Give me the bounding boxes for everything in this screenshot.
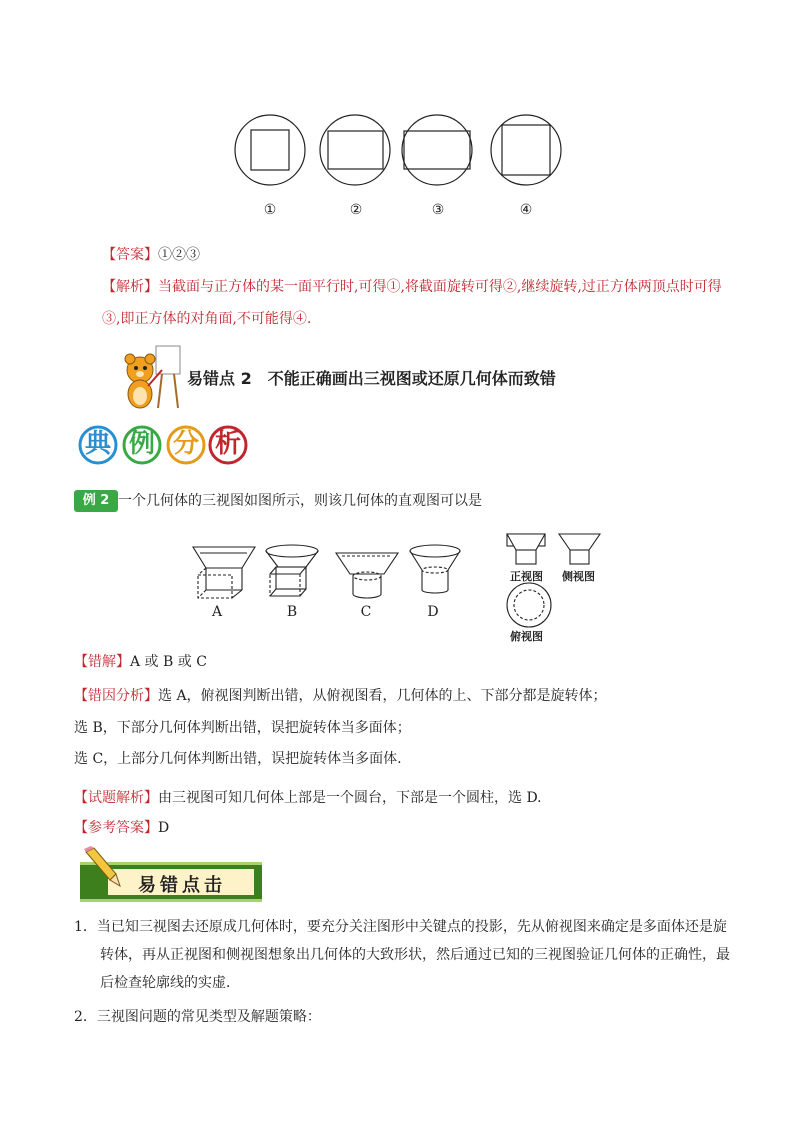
front-view-drawing <box>507 534 545 564</box>
front-view-label: 正视图 <box>510 570 543 583</box>
tip-1-text1: 当已知三视图去还原成几何体时，要充分关注图形中关键点的投影，先从俯视图来确定是多面体还是旋 <box>96 919 727 935</box>
reference-tag: 【参考答案】 <box>74 820 158 836</box>
banner-char-4: 析 <box>214 429 241 459</box>
top-view-drawing <box>507 583 551 627</box>
option-d-solid <box>410 545 460 593</box>
tip-1-number: 1． <box>74 919 97 935</box>
reference-text: D <box>158 820 170 836</box>
option-label-c: C <box>360 604 372 620</box>
solution-tag: 【试题解析】 <box>74 790 158 806</box>
wrong-text: A 或 B 或 C <box>130 654 207 670</box>
wrong-tag: 【错解】 <box>74 654 130 670</box>
analysis-1-cont: ③,即正方体的对角面,不可能得④. <box>102 311 312 327</box>
side-view-label: 侧视图 <box>562 570 595 583</box>
wrong-analysis-line3: 选 C，上部分几何体判断出错，误把旋转体当多面体. <box>74 751 402 767</box>
tip-1-line2: 转体，再从正视图和侧视图想象出几何体的大致形状，然后通过已知的三视图验证几何体的正确性，最 <box>100 947 730 963</box>
answer-tag: 【答案】 <box>102 247 158 263</box>
fig1-label-3: ③ <box>431 202 445 218</box>
wrong-analysis-tag: 【错因分析】 <box>74 688 158 704</box>
example-badge: 例 2 <box>74 490 118 512</box>
tip-2-number: 2． <box>74 1009 97 1025</box>
tip-1-line3: 后检查轮廓线的实虚． <box>100 975 240 991</box>
tip-2 <box>74 1002 321 1032</box>
example-text: 一个几何体的三视图如图所示，则该几何体的直观图可以是 <box>118 493 482 509</box>
section-2-title: 易错点 2 不能正确画出三视图或还原几何体而致错 <box>187 369 556 388</box>
pencil-icon <box>82 848 122 888</box>
option-label-b: B <box>286 604 298 620</box>
tip-1-line1 <box>74 912 727 942</box>
wrong-answer <box>74 652 207 672</box>
wrong-analysis <box>74 686 607 706</box>
option-a-solid <box>193 547 255 598</box>
banner-char-2: 例 <box>128 429 155 459</box>
solution <box>74 788 542 808</box>
wrong-analysis-line1: 选 A，俯视图判断出错，从俯视图看，几何体的上、下部分都是旋转体； <box>158 688 607 704</box>
option-b-solid <box>266 545 318 596</box>
fig1-label-2: ② <box>349 202 363 218</box>
fig1-label-1: ① <box>263 202 277 218</box>
analysis-tag: 【解析】 <box>102 279 158 295</box>
wrong-analysis-line2: 选 B，下部分几何体判断出错，误把旋转体当多面体； <box>74 720 411 736</box>
top-view-label: 俯视图 <box>510 630 543 643</box>
option-label-a: A <box>211 604 223 620</box>
banner-char-1: 典 <box>84 429 111 459</box>
answer-text: ①②③ <box>158 247 200 263</box>
analysis-line1: 当截面与正方体的某一面平行时,可得①,将截面旋转可得②,继续旋转,过正方体两顶点时可得 <box>158 279 722 295</box>
tip-2-text: 三视图问题的常见类型及解题策略： <box>96 1009 321 1025</box>
fig1-label-4: ④ <box>519 202 533 218</box>
reference-answer <box>74 818 169 838</box>
option-c-solid <box>336 553 398 598</box>
tips-title: 易错点击 <box>138 875 226 896</box>
banner-char-3: 分 <box>172 429 199 459</box>
side-view-drawing <box>559 534 600 564</box>
option-label-d: D <box>427 604 439 620</box>
solution-text: 由三视图可知几何体上部是一个圆台，下部是一个圆柱，选 D. <box>158 790 542 806</box>
